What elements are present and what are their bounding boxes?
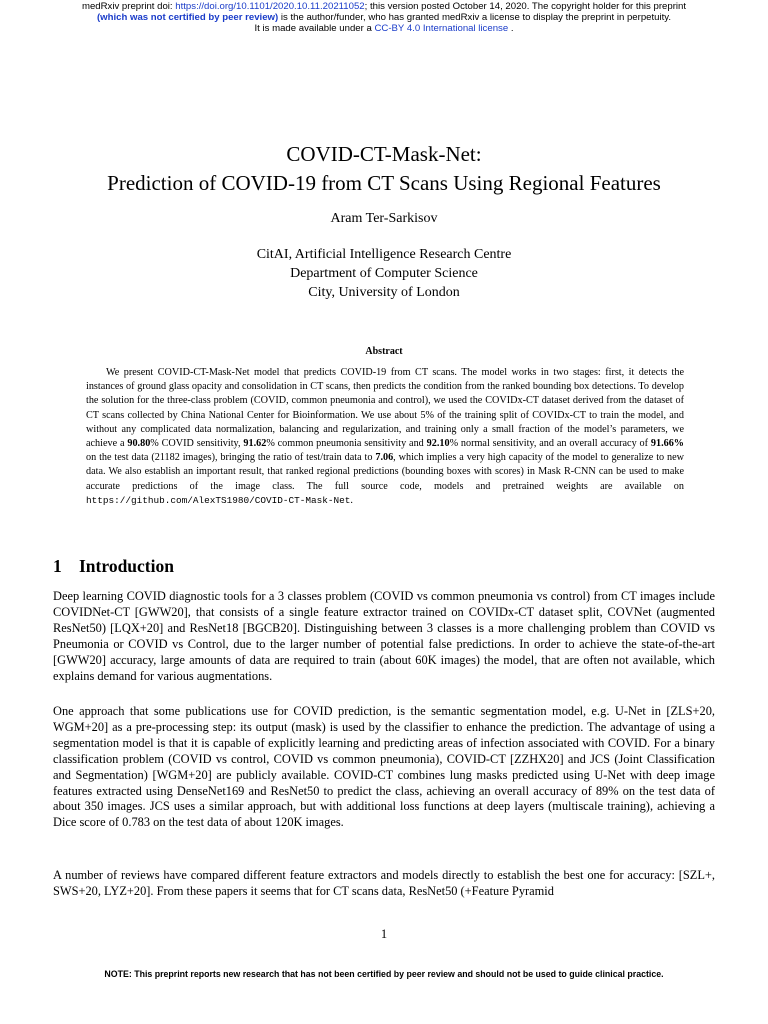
section-title: Introduction [79,556,174,576]
github-url[interactable]: https://github.com/AlexTS1980/COVID-CT-Mask-Net [86,494,351,506]
preprint-header-line2 [0,12,768,23]
intro-paragraph-2: One approach that some publications use for COVID prediction, is the semantic segmentation model, e.g. U-Net in [ZLS+20, WGM+20] as a pre-processing step: its output (mask) is used by the classifier to enhance the prediction. The advantage of using a segmentation model is that it is capable of explicitly learning and predicting areas of infection associated with COVID. For a binary classification problem (COVID vs control, COVID vs common pneumonia), COVID-CT [ZZHX20] and JCS (Joint Classification and Segmentation) [WGM+20] are publicly available. COVID-CT combines lung masks predicted using U-Net with deep image features extracted using DenseNet169 and ResNet50 to predict the class, achieving an overall accuracy of 89% on the test data of about 350 images. JCS uses a similar approach, but with additional loss functions at deep layers (multiscale training), achieving a Dice score of 0.783 on the test data of about 120K images. [53,704,715,830]
preprint-header-line1 [0,1,768,12]
paper-title-line2: Prediction of COVID-19 from CT Scans Using Regional Features [107,171,661,195]
affiliation-line3: City, University of London [308,285,460,300]
affiliation-line2: Department of Computer Science [290,266,478,281]
doi-link[interactable]: https://doi.org/10.1101/2020.10.11.20211052 [175,1,365,12]
doi-prefix: medRxiv preprint doi: [81,1,176,12]
author-name: Aram Ter-Sarkisov [330,211,438,226]
section-heading-introduction [53,556,174,577]
abstract-heading: Abstract [365,346,403,357]
section-number: 1 [53,556,62,576]
affiliation-line1: CitAI, Artificial Intelligence Research Centre [256,247,512,262]
license-suffix: . [508,23,514,34]
license-statement: is the author/funder, who has granted medRxiv a license to display the preprint in perpetuity. [278,12,672,23]
abstract-body: We present COVID-CT-Mask-Net model that predicts COVID-19 from CT scans. The model works in two stages: first, it detects the instances of ground glass opacity and consolidation in CT scans, then predicts the condition from the ranked bounding box detections. To develop the solution for the three-class problem (COVID, common pneumonia and control), we used the COVIDx-CT dataset derived from the dataset of CT scans collected by China National Center for Bioinformation. We use about 5% of the training split of COVIDx-CT to train the model, and without any complicated data normalization, balancing and regularization, and training only a small fraction of the model’s parameters, we achieve a 90.80% COVID sensitivity, 91.62% common pneumonia sensitivity and 92.10% normal sensitivity, and an overall accuracy of 91.66% on the test data (21182 images), bringing the ratio of test/train data to 7.06, which implies a very high capacity of the model to generalize to new data. We also establish an important result, that ranked regional predictions (bounding boxes with scores) in Mask R-CNN can be used to make accurate predictions of the image class. The full source code, models and pretrained weights are available on https://github.com/AlexTS1980/COVID-CT-Mask-Net. [86,367,684,506]
license-prefix: It is made available under a [254,23,375,34]
posting-info: ; this version posted October 14, 2020. The copyright holder for this preprint [364,1,687,12]
paper-title-line1: COVID-CT-Mask-Net: [286,142,482,166]
page-number: 1 [380,927,388,941]
peer-review-notice: (which was not certified by peer review) [96,12,279,23]
footer-disclaimer: NOTE: This preprint reports new research that has not been certified by peer review and should not be used to guide clinical practice. [104,969,664,979]
license-link[interactable]: CC-BY 4.0 International license [374,23,509,34]
preprint-header-line3 [0,23,768,34]
intro-paragraph-3: A number of reviews have compared different feature extractors and models directly to establish the best one for accuracy: [SZL+, SWS+20, LYZ+20]. From these papers it seems that for CT scans data, ResNet50 (+Feature Pyramid [53,868,715,898]
intro-paragraph-1: Deep learning COVID diagnostic tools for a 3 classes problem (COVID vs common pneumonia vs control) from CT images include COVIDNet-CT [GWW20], that consists of a single feature extractor trained on COVIDx-CT dataset split, COVNet (augmented ResNet50) [LQX+20] and ResNet18 [BGCB20]. Distinguishing between 3 classes is a more challenging problem than COVID vs Pneumonia or COVID vs Control, due to the larger number of potential false predictions. In order to achieve the state-of-the-art [GWW20] accuracy, large amounts of data are required to train (about 60K images) the model, that are often not available, which explains demand for various augmentations. [53,589,715,683]
